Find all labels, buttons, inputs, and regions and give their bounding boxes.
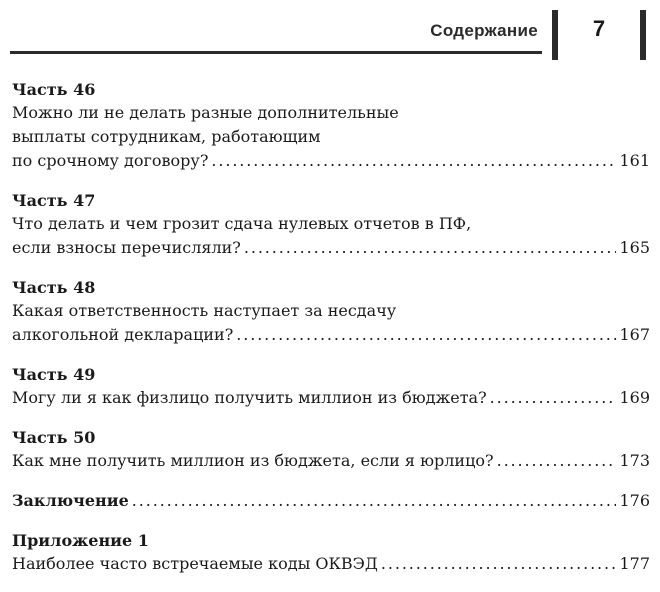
toc-entry-final-line xyxy=(12,489,650,513)
toc-section-part-49 xyxy=(12,363,650,410)
toc-entry-text: Могу ли я как физлицо получить миллион из бюджета? xyxy=(12,388,487,407)
toc-section-appendix-1 xyxy=(12,529,650,576)
part-title[interactable]: Часть 46 xyxy=(12,80,96,99)
toc-section-conclusion xyxy=(12,489,650,513)
running-header-title: Содержание xyxy=(430,21,538,40)
page-number-frame-right xyxy=(640,10,646,60)
toc-section-part-48 xyxy=(12,276,650,347)
toc-entry-text: алкогольной декларации? xyxy=(12,325,234,344)
toc-page-number[interactable]: 167 xyxy=(619,325,650,344)
dot-leader xyxy=(497,449,617,473)
toc-entry-text: по срочному договору? xyxy=(12,151,209,170)
toc-entry-line: Можно ли не делать разные дополнительные xyxy=(12,103,399,122)
header-rule xyxy=(10,51,542,54)
toc-page-number[interactable]: 176 xyxy=(619,491,650,510)
page-number-frame-left xyxy=(552,10,558,60)
toc-entry-line: Какая ответственность наступает за несдачу xyxy=(12,301,397,320)
dot-leader xyxy=(236,323,616,347)
toc-page-number[interactable]: 169 xyxy=(619,388,650,407)
page-header xyxy=(0,0,660,72)
toc-page-number[interactable]: 161 xyxy=(619,151,650,170)
toc-entry-final-line xyxy=(12,236,650,260)
part-title[interactable]: Часть 49 xyxy=(12,365,96,384)
toc-entry-final-line xyxy=(12,323,650,347)
dot-leader xyxy=(244,236,617,260)
toc-page-number[interactable]: 165 xyxy=(619,238,650,257)
part-title[interactable]: Часть 50 xyxy=(12,428,96,447)
toc-entry-line: выплаты сотрудникам, работающим xyxy=(12,127,321,146)
table-of-contents xyxy=(12,78,650,592)
toc-entry-text: если взносы перечисляли? xyxy=(12,238,241,257)
toc-entry-final-line xyxy=(12,149,650,173)
toc-section-part-50 xyxy=(12,426,650,473)
dot-leader xyxy=(132,489,617,513)
toc-page-number[interactable]: 177 xyxy=(619,554,650,573)
appendix-title[interactable]: Приложение 1 xyxy=(12,531,149,550)
dot-leader xyxy=(211,149,616,173)
toc-entry-text: Наиболее часто встречаемые коды ОКВЭД xyxy=(12,554,378,573)
dot-leader xyxy=(381,552,617,576)
toc-entry-line: Что делать и чем грозит сдача нулевых отчетов в ПФ, xyxy=(12,214,472,233)
toc-entry-final-line xyxy=(12,552,650,576)
toc-section-part-46 xyxy=(12,78,650,173)
dot-leader xyxy=(490,386,617,410)
toc-section-part-47 xyxy=(12,189,650,260)
toc-entry-final-line xyxy=(12,449,650,473)
conclusion-title[interactable]: Заключение xyxy=(12,491,129,510)
toc-entry-final-line xyxy=(12,386,650,410)
page-number: 7 xyxy=(592,16,606,41)
toc-page-number[interactable]: 173 xyxy=(619,451,650,470)
part-title[interactable]: Часть 47 xyxy=(12,191,96,210)
toc-entry-text: Как мне получить миллион из бюджета, если я юрлицо? xyxy=(12,451,494,470)
part-title[interactable]: Часть 48 xyxy=(12,278,96,297)
